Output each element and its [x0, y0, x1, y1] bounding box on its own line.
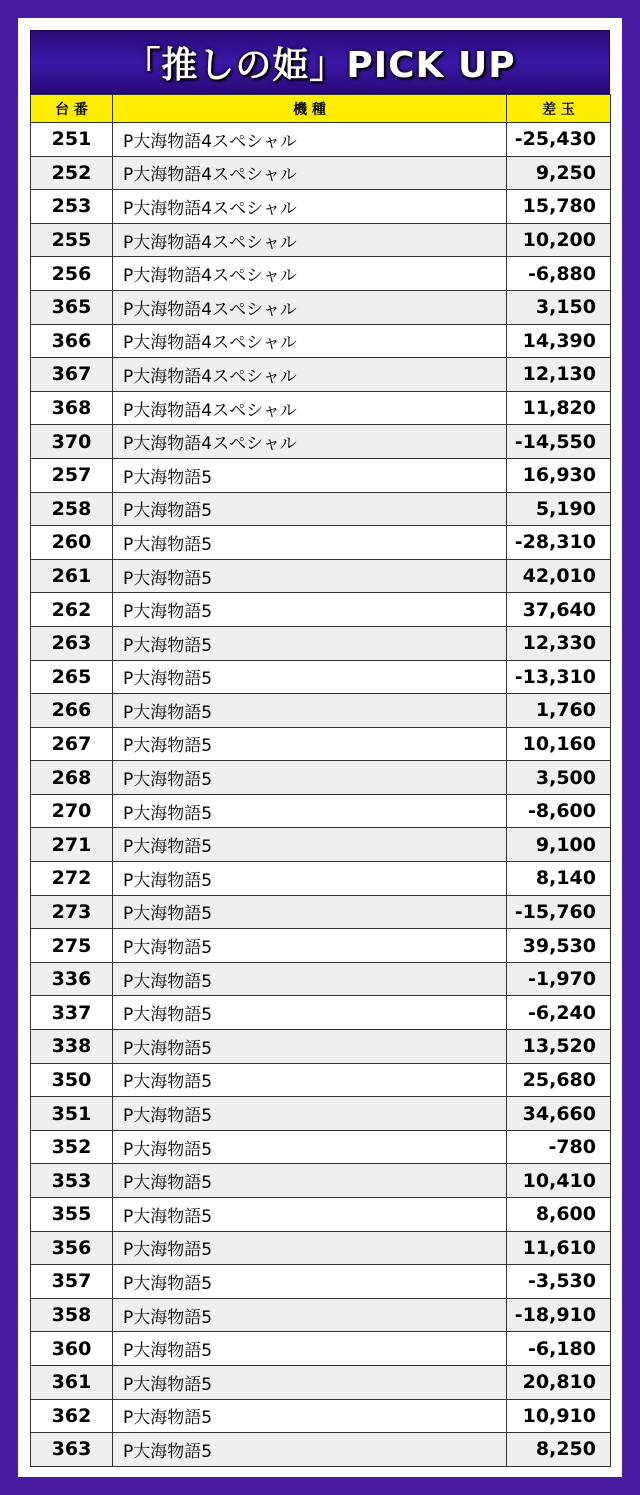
machine-number: 362: [31, 1399, 113, 1433]
machine-number: 260: [31, 526, 113, 560]
diff-value: 12,330: [507, 626, 611, 660]
model-name: P大海物語5: [113, 458, 507, 492]
diff-value: 10,160: [507, 727, 611, 761]
diff-value: -6,880: [507, 257, 611, 291]
model-name: P大海物語5: [113, 1063, 507, 1097]
machine-number: 272: [31, 862, 113, 896]
machine-number: 360: [31, 1332, 113, 1366]
machine-number: 262: [31, 593, 113, 627]
diff-value: -8,600: [507, 794, 611, 828]
diff-value: 9,250: [507, 156, 611, 190]
diff-value: 8,600: [507, 1198, 611, 1232]
model-name: P大海物語5: [113, 626, 507, 660]
diff-value: 34,660: [507, 1097, 611, 1131]
diff-value: 14,390: [507, 324, 611, 358]
diff-value: -6,180: [507, 1332, 611, 1366]
table-row: [31, 190, 611, 224]
diff-value: 37,640: [507, 593, 611, 627]
machine-number: 338: [31, 1030, 113, 1064]
machine-number: 366: [31, 324, 113, 358]
page-title: 「推しの姫」PICK UP: [30, 30, 610, 94]
machine-number: 271: [31, 828, 113, 862]
table-row: [31, 1130, 611, 1164]
model-name: P大海物語5: [113, 1365, 507, 1399]
model-name: P大海物語5: [113, 1298, 507, 1332]
model-name: P大海物語5: [113, 895, 507, 929]
diff-value: 8,250: [507, 1433, 611, 1467]
diff-value: 42,010: [507, 559, 611, 593]
machine-number: 357: [31, 1265, 113, 1299]
model-name: P大海物語5: [113, 1399, 507, 1433]
table-row: [31, 425, 611, 459]
diff-value: 25,680: [507, 1063, 611, 1097]
model-name: P大海物語5: [113, 929, 507, 963]
diff-value: -14,550: [507, 425, 611, 459]
model-name: P大海物語5: [113, 660, 507, 694]
model-name: P大海物語5: [113, 1130, 507, 1164]
machine-number: 253: [31, 190, 113, 224]
model-name: P大海物語4スペシャル: [113, 257, 507, 291]
model-name: P大海物語5: [113, 828, 507, 862]
diff-value: -13,310: [507, 660, 611, 694]
table-row: [31, 1399, 611, 1433]
table-row: [31, 1265, 611, 1299]
diff-value: 3,500: [507, 761, 611, 795]
diff-value: 16,930: [507, 458, 611, 492]
model-name: P大海物語5: [113, 694, 507, 728]
table-row: [31, 1097, 611, 1131]
diff-value: 12,130: [507, 358, 611, 392]
table-row: [31, 828, 611, 862]
model-name: P大海物語4スペシャル: [113, 425, 507, 459]
table-row: [31, 492, 611, 526]
table-row: [31, 660, 611, 694]
diff-value: 15,780: [507, 190, 611, 224]
model-name: P大海物語5: [113, 761, 507, 795]
machine-number: 261: [31, 559, 113, 593]
diff-value: 20,810: [507, 1365, 611, 1399]
table-row: [31, 1063, 611, 1097]
table-row: [31, 1433, 611, 1467]
model-name: P大海物語5: [113, 1231, 507, 1265]
model-name: P大海物語5: [113, 526, 507, 560]
table-row: [31, 458, 611, 492]
table-row: [31, 1332, 611, 1366]
machine-number: 370: [31, 425, 113, 459]
table-header-row: [31, 95, 611, 123]
table-row: [31, 962, 611, 996]
table-row: [31, 526, 611, 560]
table-row: [31, 324, 611, 358]
table-row: [31, 862, 611, 896]
machine-number: 252: [31, 156, 113, 190]
diff-value: 5,190: [507, 492, 611, 526]
diff-value: 11,820: [507, 391, 611, 425]
table-body: [31, 123, 611, 1467]
model-name: P大海物語4スペシャル: [113, 290, 507, 324]
table-row: [31, 895, 611, 929]
model-name: P大海物語5: [113, 996, 507, 1030]
model-name: P大海物語5: [113, 1265, 507, 1299]
table-row: [31, 694, 611, 728]
model-name: P大海物語4スペシャル: [113, 324, 507, 358]
diff-value: -25,430: [507, 123, 611, 157]
model-name: P大海物語5: [113, 1332, 507, 1366]
model-name: P大海物語5: [113, 559, 507, 593]
table-row: [31, 1365, 611, 1399]
model-name: P大海物語5: [113, 1097, 507, 1131]
table-row: [31, 1164, 611, 1198]
table-row: [31, 1298, 611, 1332]
model-name: P大海物語4スペシャル: [113, 358, 507, 392]
table-row: [31, 290, 611, 324]
table-row: [31, 794, 611, 828]
diff-value: -15,760: [507, 895, 611, 929]
machine-number: 263: [31, 626, 113, 660]
diff-value: -1,970: [507, 962, 611, 996]
diff-value: -6,240: [507, 996, 611, 1030]
machine-number: 367: [31, 358, 113, 392]
table-row: [31, 593, 611, 627]
machine-number: 257: [31, 458, 113, 492]
table-row: [31, 358, 611, 392]
diff-value: 3,150: [507, 290, 611, 324]
machine-number: 267: [31, 727, 113, 761]
table-row: [31, 996, 611, 1030]
table-row: [31, 1030, 611, 1064]
model-name: P大海物語5: [113, 727, 507, 761]
model-name: P大海物語4スペシャル: [113, 123, 507, 157]
table-row: [31, 929, 611, 963]
machine-number: 251: [31, 123, 113, 157]
diff-value: 13,520: [507, 1030, 611, 1064]
machine-number: 351: [31, 1097, 113, 1131]
table-row: [31, 156, 611, 190]
model-name: P大海物語5: [113, 962, 507, 996]
model-name: P大海物語5: [113, 492, 507, 526]
model-name: P大海物語5: [113, 1030, 507, 1064]
table-row: [31, 626, 611, 660]
machine-number: 275: [31, 929, 113, 963]
diff-value: 10,200: [507, 223, 611, 257]
table-row: [31, 761, 611, 795]
pickup-card: [30, 30, 610, 1467]
machine-number: 266: [31, 694, 113, 728]
machine-number: 356: [31, 1231, 113, 1265]
machine-number: 336: [31, 962, 113, 996]
model-name: P大海物語5: [113, 1198, 507, 1232]
diff-value: 1,760: [507, 694, 611, 728]
table-row: [31, 257, 611, 291]
model-name: P大海物語4スペシャル: [113, 391, 507, 425]
diff-value: -28,310: [507, 526, 611, 560]
machine-number: 352: [31, 1130, 113, 1164]
header-diff: 差 玉: [507, 95, 611, 123]
table-row: [31, 391, 611, 425]
machine-number: 265: [31, 660, 113, 694]
diff-value: -780: [507, 1130, 611, 1164]
header-machine-no: 台 番: [31, 95, 113, 123]
table-row: [31, 1231, 611, 1265]
model-name: P大海物語4スペシャル: [113, 190, 507, 224]
model-name: P大海物語5: [113, 593, 507, 627]
machine-number: 258: [31, 492, 113, 526]
model-name: P大海物語4スペシャル: [113, 223, 507, 257]
model-name: P大海物語5: [113, 794, 507, 828]
table-row: [31, 727, 611, 761]
table-row: [31, 223, 611, 257]
machine-number: 353: [31, 1164, 113, 1198]
diff-value: 10,410: [507, 1164, 611, 1198]
diff-value: 8,140: [507, 862, 611, 896]
table-row: [31, 123, 611, 157]
model-name: P大海物語5: [113, 1433, 507, 1467]
diff-value: 39,530: [507, 929, 611, 963]
machine-number: 358: [31, 1298, 113, 1332]
diff-value: -3,530: [507, 1265, 611, 1299]
diff-value: 9,100: [507, 828, 611, 862]
machine-number: 270: [31, 794, 113, 828]
machine-number: 273: [31, 895, 113, 929]
results-table: [30, 94, 611, 1467]
table-row: [31, 559, 611, 593]
diff-value: -18,910: [507, 1298, 611, 1332]
machine-number: 365: [31, 290, 113, 324]
page-frame: [18, 18, 622, 1477]
model-name: P大海物語5: [113, 1164, 507, 1198]
machine-number: 350: [31, 1063, 113, 1097]
machine-number: 363: [31, 1433, 113, 1467]
machine-number: 361: [31, 1365, 113, 1399]
machine-number: 337: [31, 996, 113, 1030]
machine-number: 368: [31, 391, 113, 425]
model-name: P大海物語4スペシャル: [113, 156, 507, 190]
model-name: P大海物語5: [113, 862, 507, 896]
machine-number: 256: [31, 257, 113, 291]
diff-value: 10,910: [507, 1399, 611, 1433]
machine-number: 255: [31, 223, 113, 257]
machine-number: 268: [31, 761, 113, 795]
machine-number: 355: [31, 1198, 113, 1232]
header-model: 機 種: [113, 95, 507, 123]
table-row: [31, 1198, 611, 1232]
diff-value: 11,610: [507, 1231, 611, 1265]
